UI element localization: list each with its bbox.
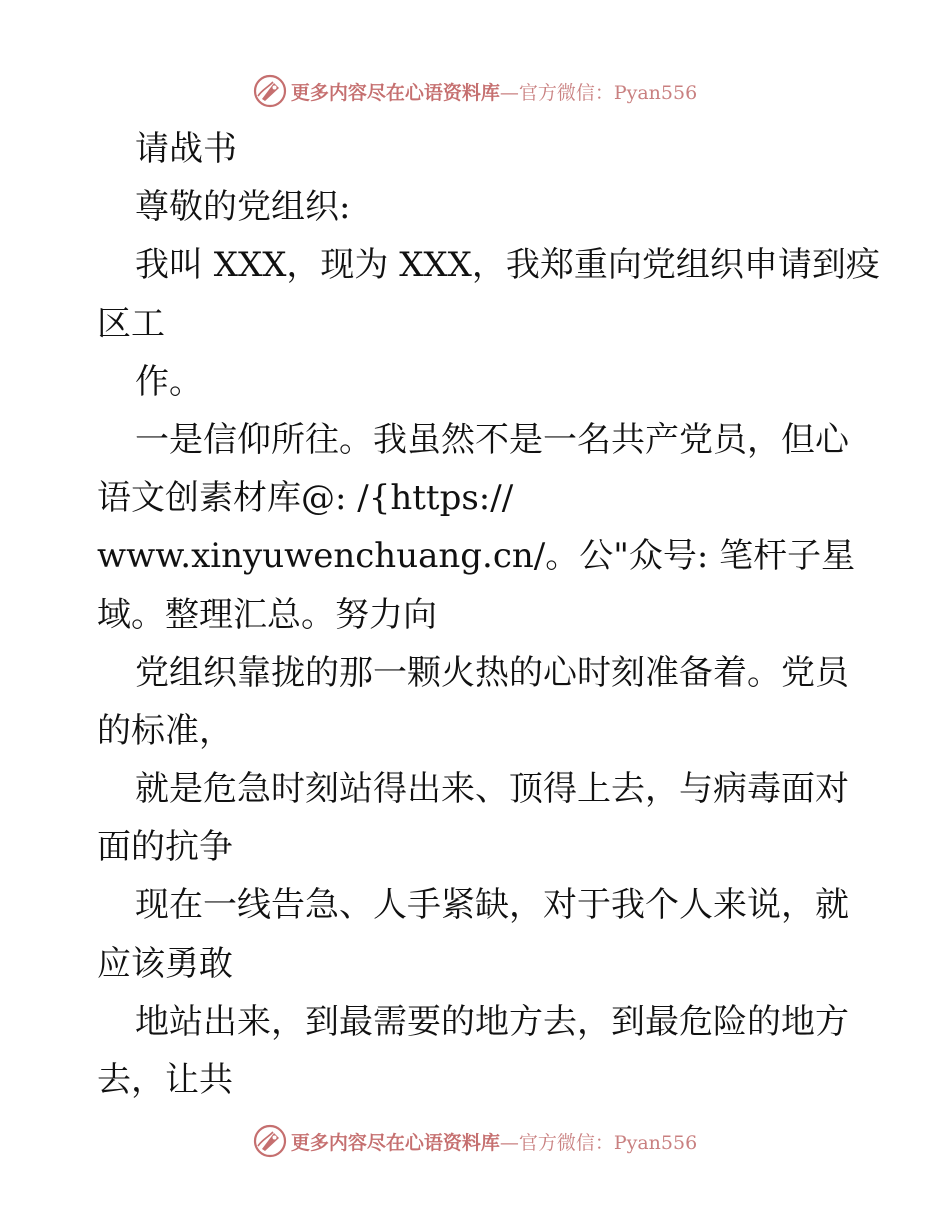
document-body bbox=[97, 120, 880, 1109]
text-line: 语文创素材库@: /{https:// bbox=[97, 478, 514, 519]
pen-nib-logo-icon bbox=[253, 1124, 287, 1158]
text-line: 地站出来，到最需要的地方去，到最危险的地方 bbox=[135, 1001, 849, 1042]
text-line: 作。 bbox=[135, 361, 203, 402]
footer-watermark bbox=[0, 1121, 950, 1161]
header-watermark bbox=[0, 71, 950, 111]
text-line: 去，让共 bbox=[97, 1060, 233, 1100]
watermark-text bbox=[291, 1128, 697, 1155]
text-line: 我叫 XXX，现为 XXX，我郑重向党组织申请到疫 bbox=[135, 245, 880, 286]
watermark-text bbox=[291, 78, 697, 105]
text-line: 就是危急时刻站得出来、顶得上去，与病毒面对 bbox=[135, 769, 849, 810]
watermark-dash: — bbox=[499, 81, 519, 104]
watermark-brand: 更多内容尽在心语资料库 bbox=[290, 81, 500, 104]
watermark-brand: 更多内容尽在心语资料库 bbox=[290, 1131, 500, 1154]
text-line: www.xinyuwenchuang.cn/。公"众号: 笔杆子星 bbox=[97, 536, 856, 577]
text-line: 尊敬的党组织: bbox=[135, 187, 351, 228]
watermark-dash: — bbox=[499, 1131, 519, 1154]
text-line: 应该勇敢 bbox=[97, 943, 233, 984]
watermark-wechat: 官方微信：Pyan556 bbox=[518, 1131, 698, 1154]
text-line: 的标准， bbox=[97, 710, 233, 751]
text-line: 一是信仰所往。我虽然不是一名共产党员，但心 bbox=[135, 419, 849, 460]
text-line: 面的抗争 bbox=[97, 827, 233, 868]
text-line: 党组织靠拢的那一颗火热的心时刻准备着。党员 bbox=[135, 652, 849, 693]
pen-nib-logo-icon bbox=[253, 74, 287, 108]
text-line: 域。整理汇总。努力向 bbox=[97, 594, 437, 635]
text-line: 区工 bbox=[97, 303, 165, 344]
watermark-wechat: 官方微信：Pyan556 bbox=[518, 81, 698, 104]
text-line: 现在一线告急、人手紧缺，对于我个人来说，就 bbox=[135, 885, 849, 926]
text-line: 请战书 bbox=[135, 129, 237, 169]
